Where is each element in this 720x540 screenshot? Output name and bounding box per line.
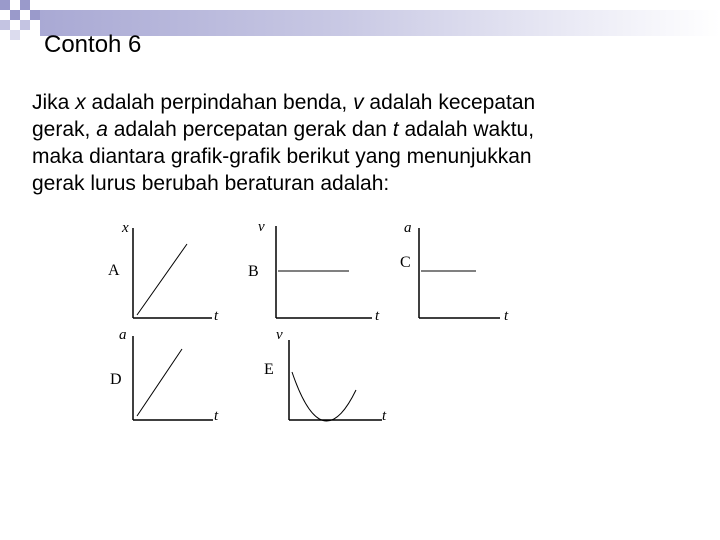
graph-c [400,220,509,324]
graph-a-x-axis-label: t [214,308,219,324]
graph-d-option-label: D [110,371,122,388]
graph-d-x-axis-label: t [214,408,219,424]
graph-e-option-label: E [264,361,274,378]
graph-e-x-axis-label: t [382,408,387,424]
graph-e-curve [292,372,356,421]
graph-d [110,327,219,424]
graph-b [248,219,380,324]
graph-e-y-axis-label: v [276,327,283,343]
graph-d-y-axis-label: a [119,327,127,343]
question-line-4: gerak lurus berubah beraturan adalah: [32,172,390,195]
graph-a [108,220,219,324]
graph-b-option-label: B [248,263,259,280]
graph-a-y-axis-label: x [122,220,129,236]
graph-b-y-axis-label: v [258,219,265,235]
graph-c-y-axis-label: a [404,220,412,236]
graph-a-option-label: A [108,262,120,279]
graph-c-option-label: C [400,254,411,271]
graph-e [264,327,387,424]
question-line-3: maka diantara grafik-grafik berikut yang menunjukkan [32,145,532,168]
question-line-2: gerak, a adalah percepatan gerak dan t adalah waktu, [32,118,535,141]
graph-d-curve [137,349,182,416]
graph-a-curve [137,244,187,315]
graph-c-x-axis-label: t [504,308,509,324]
question-line-1: Jika x adalah perpindahan benda, v adalah kecepatan [32,91,536,114]
graph-b-x-axis-label: t [375,308,380,324]
slide-title: Contoh 6 [44,31,142,58]
